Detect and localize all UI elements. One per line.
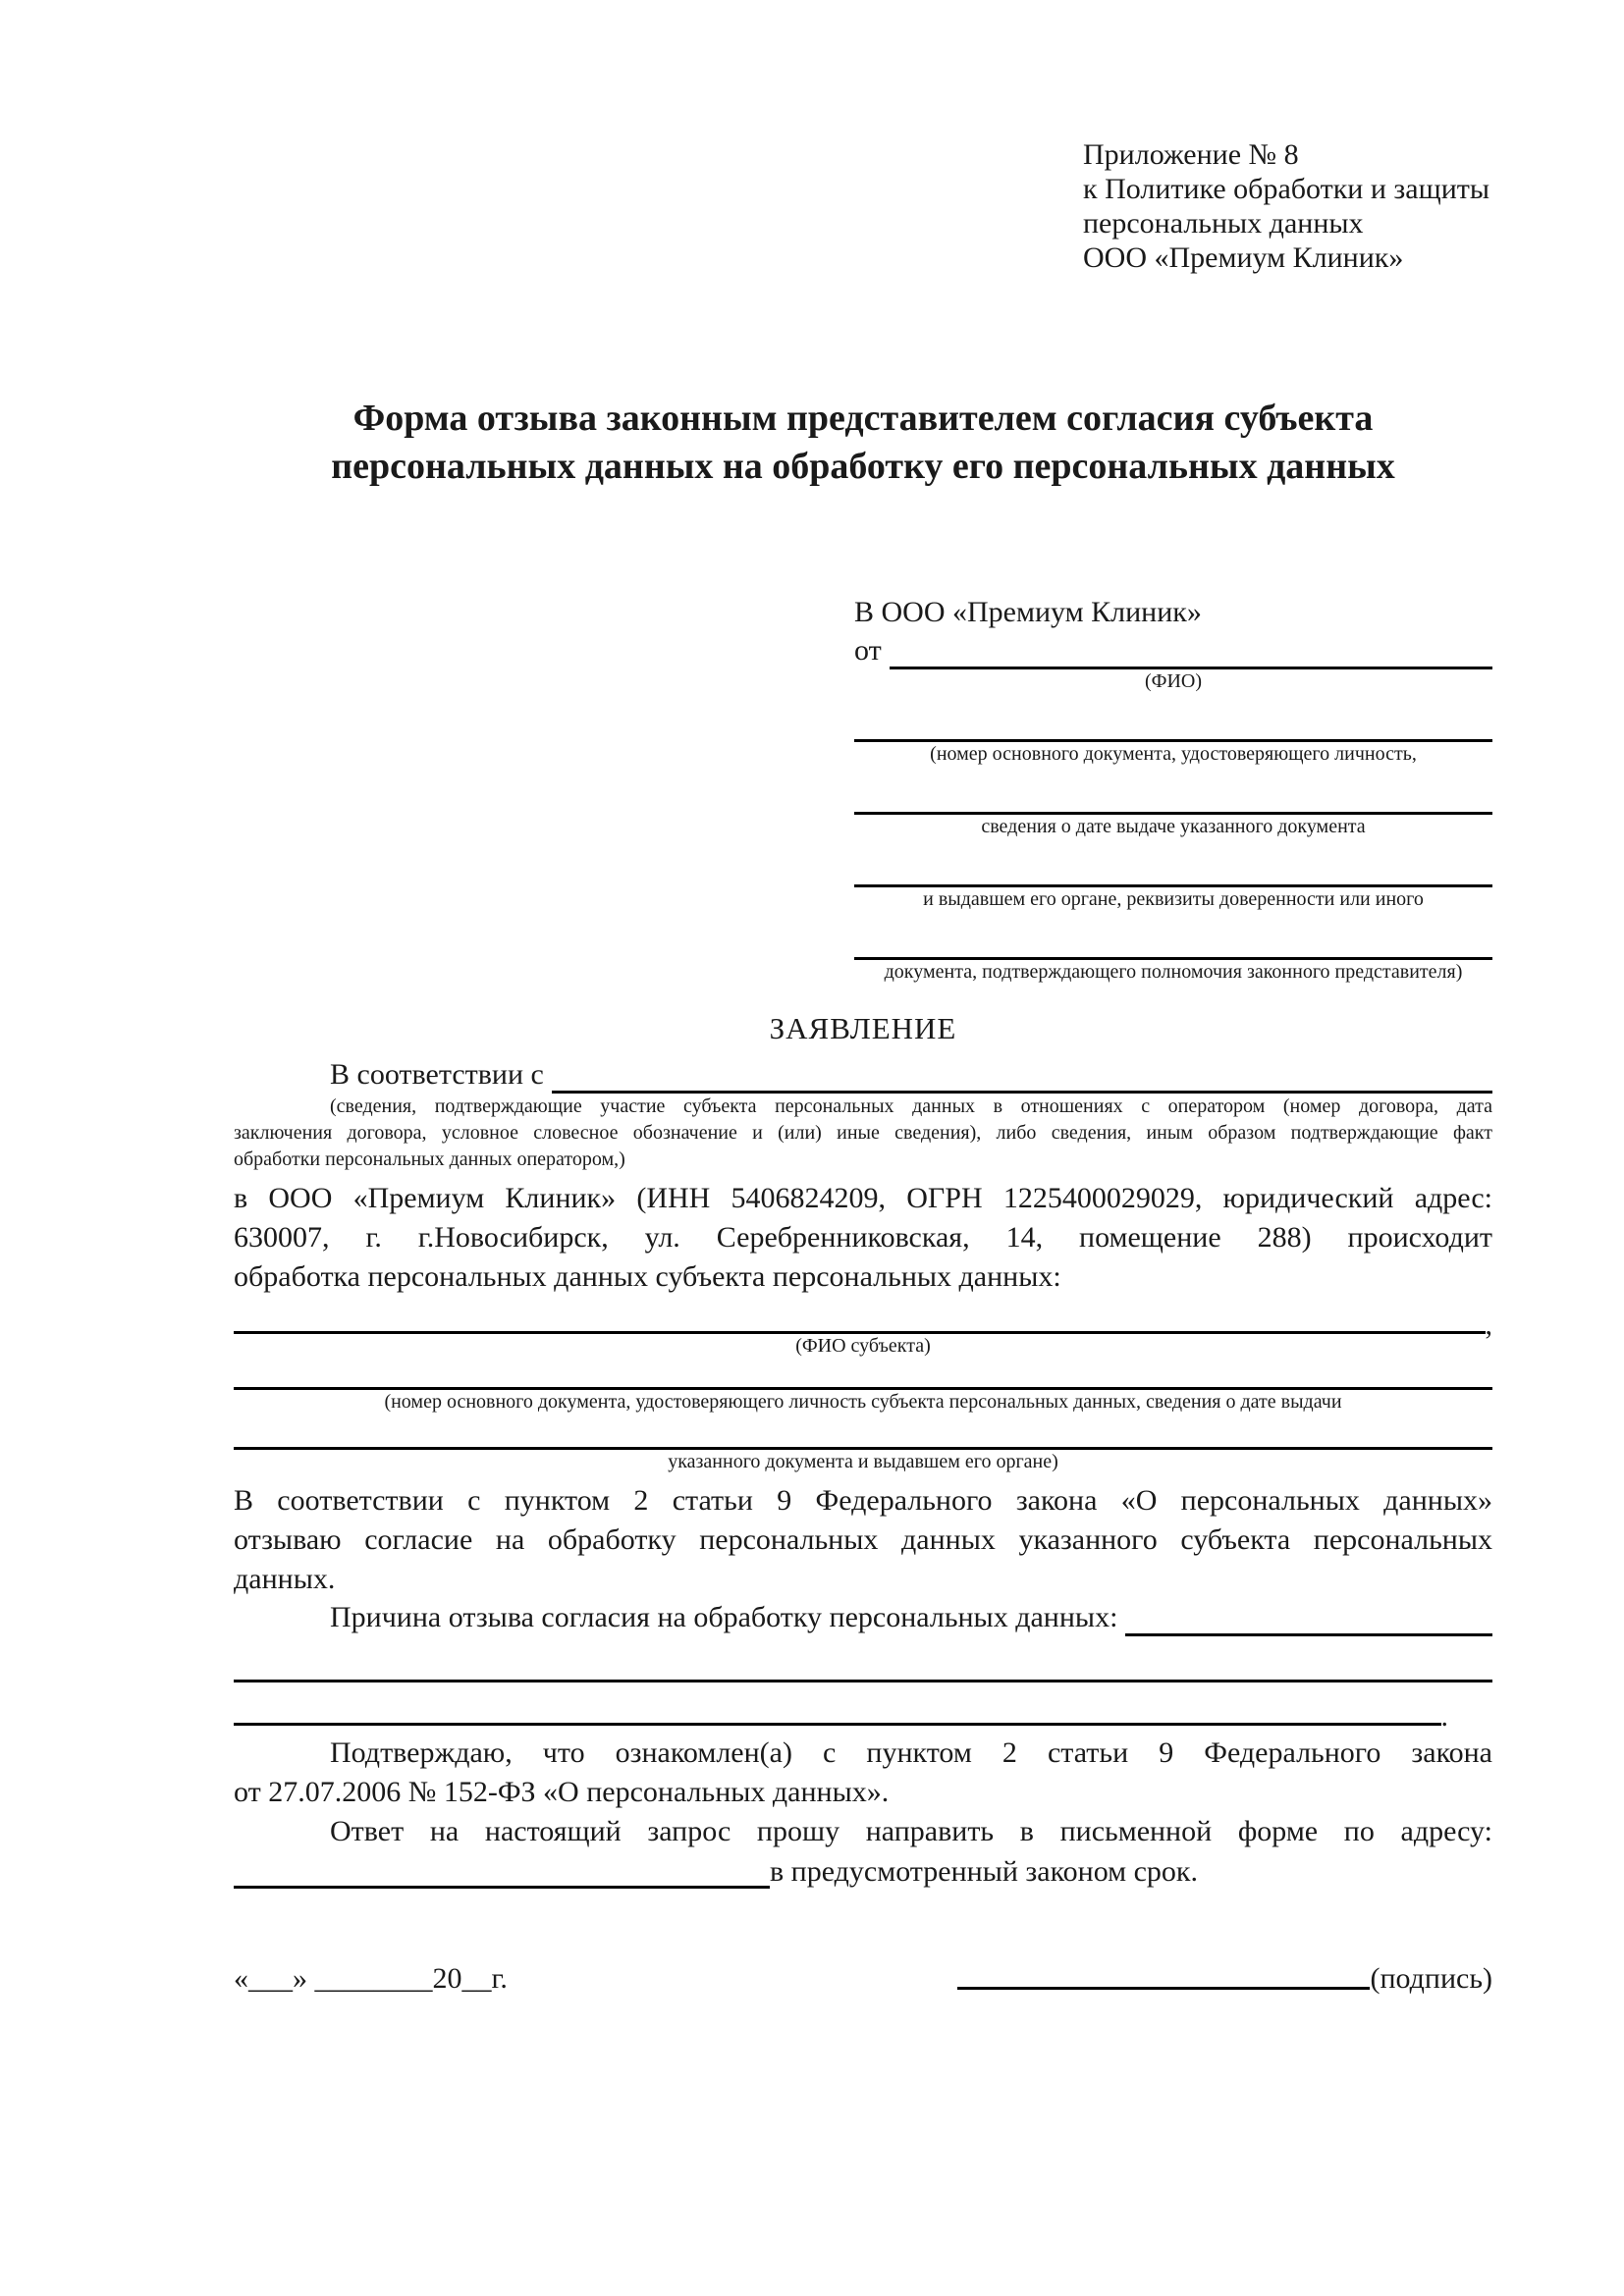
reply-address-field — [234, 1886, 770, 1889]
withdrawal-paragraph — [234, 1481, 1492, 1599]
statement-heading: ЗАЯВЛЕНИЕ — [769, 1011, 957, 1045]
reply-deadline-text: в предусмотренный законом срок. — [770, 1855, 1198, 1888]
operator-paragraph — [234, 1179, 1492, 1297]
document-title — [234, 395, 1492, 491]
withdrawal-paragraph-line: данных. — [234, 1563, 336, 1595]
subject-doc-caption: (номер основного документа, удостоверяющего личность субъекта персональных данных, сведения о дате выдачи — [384, 1391, 1342, 1413]
from-label: от — [854, 634, 882, 667]
basis-caption-line: (сведения, подтверждающие участие субъекта персональных данных в отношениях с оператором (номер договора, дата — [330, 1095, 1492, 1117]
basis-caption-line: заключения договора, условное словесное обозначение и (или) иные сведения), либо сведения, иным образом подтверждающие факт — [234, 1122, 1492, 1144]
paragraph-indent — [234, 1599, 330, 1636]
signature-caption: (подпись) — [1370, 1962, 1492, 1995]
document-title-line: персональных данных на обработку его персональных данных — [331, 446, 1395, 487]
footer-row — [234, 1959, 1492, 1999]
reason-row — [234, 1599, 1492, 1636]
from-row — [854, 632, 1492, 669]
document-title-line: Форма отзыва законным представителем согласия субъекта — [352, 398, 1374, 439]
representative-name-field — [890, 632, 1492, 669]
field-caption: и выдавшем его органе, реквизиты доверенности или иного — [923, 888, 1424, 910]
paragraph-indent — [234, 1056, 330, 1094]
addressee-block — [854, 593, 1492, 984]
reason-label: Причина отзыва согласия на обработку персональных данных: — [330, 1601, 1118, 1633]
field-caption: (номер основного документа, удостоверяющего личность, — [930, 743, 1417, 765]
fio-caption: (ФИО) — [1144, 670, 1202, 692]
operator-paragraph-line: обработка персональных данных субъекта персональных данных: — [234, 1260, 1061, 1293]
representative-doc-field — [854, 884, 1492, 911]
reason-blank-line-2 — [234, 1723, 1441, 1726]
operator-paragraph-line: 630007, г. г.Новосибирск, ул. Серебренниковская, 14, помещение 288) происходит — [234, 1221, 1492, 1254]
withdrawal-paragraph-line: отзываю согласие на обработку персональных данных указанного субъекта персональных — [234, 1523, 1492, 1556]
field-caption: документа, подтверждающего полномочия законного представителя) — [884, 961, 1463, 983]
basis-caption-line: обработки персональных данных оператором,) — [234, 1148, 625, 1170]
appendix-note-line: к Политике обработки и защиты — [1083, 173, 1490, 205]
representative-doc-field — [854, 957, 1492, 984]
basis-caption — [234, 1094, 1492, 1173]
reason-field — [1125, 1599, 1492, 1636]
recipient-organization: В ООО «Премиум Клиник» — [854, 596, 1202, 628]
acknowledgment-line: Подтверждаю, что ознакомлен(а) с пунктом 2 статьи 9 Федерального закона — [330, 1736, 1492, 1769]
subject-fio-caption: (ФИО субъекта) — [795, 1335, 931, 1357]
date-line: «___» ________20__г. — [234, 1962, 508, 1995]
reply-request-line: Ответ на настоящий запрос прошу направить в письменной форме по адресу: — [330, 1815, 1492, 1847]
basis-label: В соответствии с — [330, 1058, 544, 1091]
reason-blank-line-1 — [234, 1680, 1492, 1682]
appendix-note-line: Приложение № 8 — [1083, 138, 1299, 171]
basis-row — [234, 1056, 1492, 1094]
subject-fio-row — [234, 1299, 1492, 1341]
field-caption: сведения о дате выдаче указанного документа — [981, 816, 1366, 837]
appendix-note-line: персональных данных — [1083, 207, 1364, 240]
reply-address-row — [234, 1851, 1492, 1889]
signature-field — [957, 1987, 1370, 1990]
acknowledgment-line: от 27.07.2006 № 152-ФЗ «О персональных данных». — [234, 1776, 890, 1808]
representative-doc-field — [854, 812, 1492, 838]
appendix-note-line: ООО «Премиум Клиник» — [1083, 241, 1404, 274]
line-suffix-period: . — [1440, 1700, 1448, 1733]
subject-doc-caption: указанного документа и выдавшем его органе) — [668, 1451, 1058, 1472]
appendix-note — [1083, 137, 1492, 275]
representative-doc-field — [854, 739, 1492, 766]
basis-field — [552, 1056, 1492, 1094]
subject-doc-field — [234, 1387, 1492, 1414]
subject-doc-field — [234, 1447, 1492, 1473]
operator-paragraph-line: в ООО «Премиум Клиник» (ИНН 5406824209, ОГРН 1225400029029, юридический адрес: — [234, 1182, 1492, 1214]
line-suffix-comma: , — [1485, 1308, 1492, 1341]
reason-blank-row-2 — [234, 1700, 1492, 1733]
withdrawal-paragraph-line: В соответствии с пунктом 2 статьи 9 Федерального закона «О персональных данных» — [234, 1484, 1492, 1517]
acknowledgment-paragraph — [234, 1734, 1492, 1812]
